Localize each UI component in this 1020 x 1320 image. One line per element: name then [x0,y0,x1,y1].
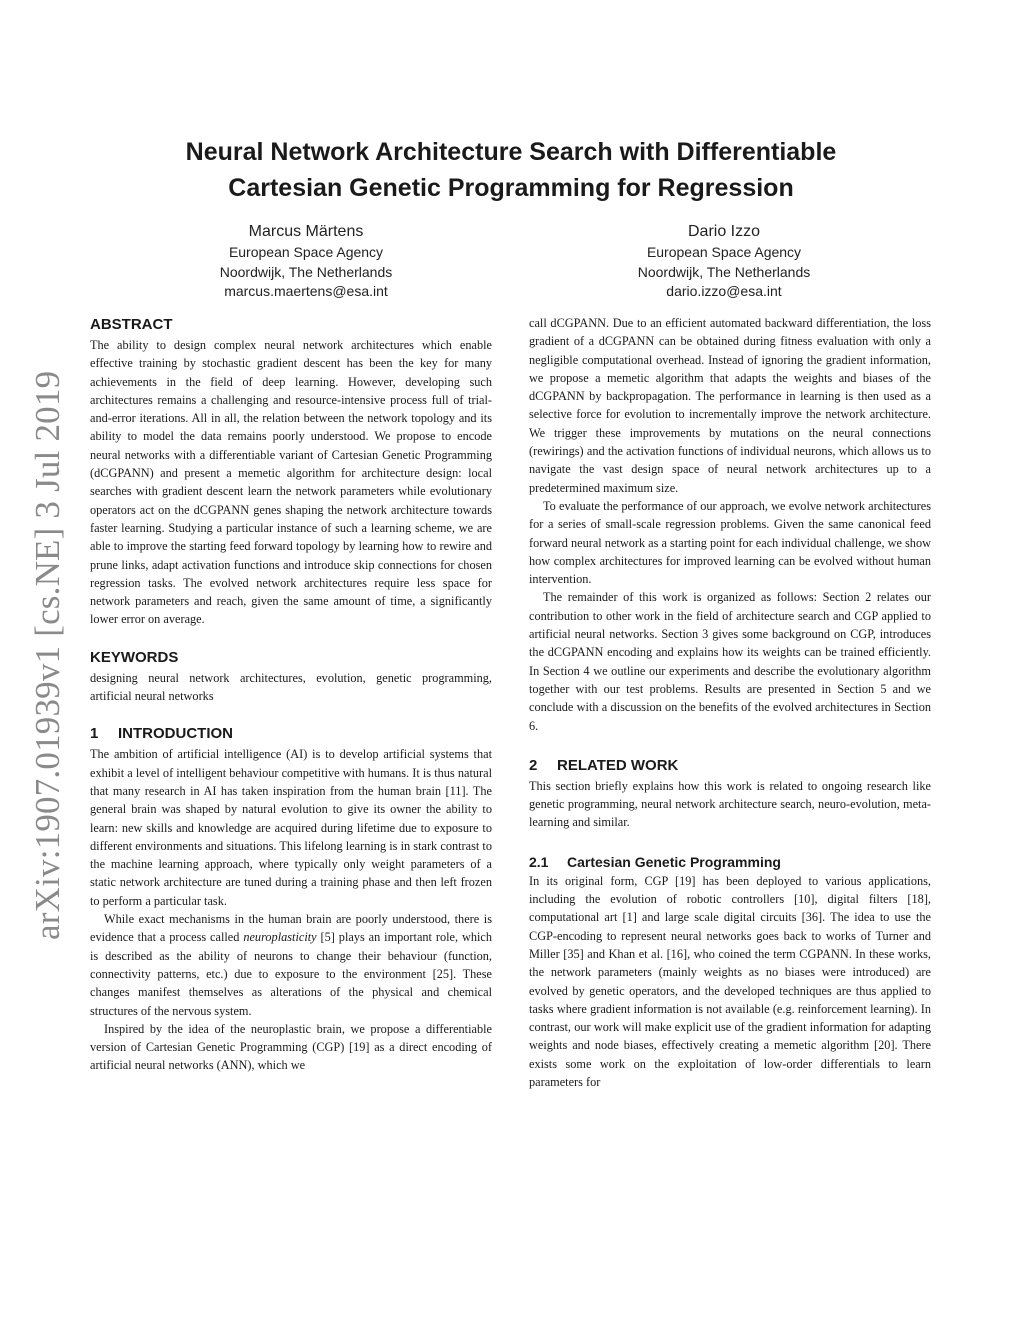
section-heading-introduction [90,723,492,745]
abstract-heading: ABSTRACT [90,316,173,333]
intro-paragraph: The ambition of artificial intelligence (AI) is to develop artificial systems that exhibit a level of intelligent behaviour competitive with humans. It is thus natural that many research in AI has taken inspiration from the human brain [11]. The general brain was shaped by natural evolution to give its owner the ability to learn: new skills and knowledge are acquired during lifetime due to exposure to different environments and situations. This lifelong learning is in stark contrast to the machine learning approach, where typically only weight parameters of a static network architecture are tuned during a training phase and then left frozen to perform a particular task. [90,747,492,908]
right-column [529,314,931,1091]
left-column [90,314,492,1075]
author-affiliation: European Space Agency [228,244,384,260]
section-number: 2 [529,756,538,774]
title-line-1: Neural Network Architecture Search with Differentiable [185,138,837,166]
author-affiliation: European Space Agency [646,244,802,260]
author-block-1 [136,221,476,302]
subsection-title: Cartesian Genetic Programming [567,853,781,870]
intro-paragraph: call dCGPANN. Due to an efficient automated backward differentiation, the loss gradient of a dCGPANN can be obtained during fitness evaluation with only a negligible computational overhead. Instead of ignoring the gradient information, we propose a memetic algorithm that adapts the weights and biases of the dCGPANN by backpropagation. The performance in learning is then used as a selective force for evolution to incrementally improve the network architecture. We trigger these improvements by mutations on the neural connections (rewirings) and the activation functions of individual neurons, which allows us to navigate the vast design space of neural network architectures up to a predetermined maximum size. [529,316,931,495]
section-title: RELATED WORK [557,756,679,774]
title-line-2: Cartesian Genetic Programming for Regression [228,174,794,202]
paper-title [90,134,932,206]
author-block-2 [554,221,894,302]
intro-paragraph: Inspired by the idea of the neuroplastic brain, we propose a differentiable version of Cartesian Genetic Programming (CGP) [19] as a direct encoding of artificial neural networks (ANN), which we [90,1021,492,1073]
keywords-text: designing neural network architectures, evolution, genetic programming, artificial neural networks [90,670,492,704]
subsection-heading-cgp [529,852,931,872]
abstract-text: The ability to design complex neural network architectures which enable effective training by stochastic gradient descent has been the key for many achievements in the field of deep learning. However, developing such architectures remains a challenging and resource-intensive process full of trial-and-error iterations. All in all, the relation between the network topology and its ability to model the data remains poorly understood. We propose to encode neural networks with a differentiable variant of Cartesian Genetic Programming (dCGPANN) and present a memetic algorithm for architecture design: local searches with gradient descent learn the network parameters while evolutionary operators act on the dCGPANN genes shaping the network architecture towards faster learning. Studying a particular instance of such a learning scheme, we are able to improve the starting feed forward topology by learning how to rewire and prune links, adapt activation functions and introduce skip connections for chosen regression tasks. The evolved network architectures require less space for network parameters and reach, given the same amount of time, a significantly lower error on average. [90,338,492,627]
keywords-heading: KEYWORDS [90,648,179,666]
related-paragraph: This section briefly explains how this work is related to ongoing research like genetic programming, neural network architecture search, neuro-evolution, meta-learning and similar. [529,778,931,830]
intro-paragraph: To evaluate the performance of our approach, we evolve network architectures for a series of small-scale regression problems. Given the same canonical feed forward neural network as a starting point for each individual challenge, we show how complex architectures for improved learning can be evolved without human intervention. [529,498,931,587]
author-location: Noordwijk, The Netherlands [219,263,393,280]
author-email: dario.izzo@esa.int [666,283,782,299]
intro-paragraph: The remainder of this work is organized as follows: Section 2 relates our contribution to other work in the field of architecture search and CGP applied to artificial neural networks. Section 3 gives some background on CGP, introduces the dCGPANN encoding and explains how its weights can be trained efficiently. In Section 4 we outline our experiments and describe the evolutionary algorithm together with our test problems. Results are presented in Section 5 and we conclude with a discussion on the benefits of the evolved architectures in Section 6. [529,590,931,733]
emphasis-neuroplasticity: neuroplasticity [243,930,317,945]
section-title: INTRODUCTION [118,725,233,743]
section-number: 1 [90,725,99,743]
cgp-paragraph: In its original form, CGP [19] has been deployed to various applications, including the evolution of robotic controllers [10], digital filters [18], computational art [1] and large scale digital circuits [36]. The idea to use the CGP-encoding to represent neural networks goes back to works of Turner and Miller [35] and Khan et al. [16], who coined the term CGPANN. In these works, the network parameters (mainly weights as no biases were introduced) are evolved by genetic operators, and the developed techniques are thus applied to tasks where gradient information is not available (e.g. reinforcement learning). In contrast, our work will make explicit use of the gradient information for adapting weights and node biases, effectively creating a memetic algorithm [20]. There exists some work on the exploitation of low-order differentials to learn parameters for [529,873,931,1089]
arxiv-identifier-stamp: arXiv:1907.01939v1 [cs.NE] 3 Jul 2019 [28,370,67,940]
author-name: Dario Izzo [687,223,761,240]
section-heading-related-work [529,755,931,777]
author-email: marcus.maertens@esa.int [224,283,388,299]
author-name: Marcus Märtens [248,223,364,240]
author-location: Noordwijk, The Netherlands [637,263,811,280]
intro-paragraph: While exact mechanisms in the human brain are poorly understood, there is evidence that a process called neuroplasticity [5] plays an important role, which is described as the ability of neurons to change their behaviour (function, connectivity patterns, etc.) due to exposure to the environment [25]. These changes manifest themselves as alterations of the physical and chemical structures of the nervous system. [90,912,493,1018]
subsection-number: 2.1 [529,853,549,870]
